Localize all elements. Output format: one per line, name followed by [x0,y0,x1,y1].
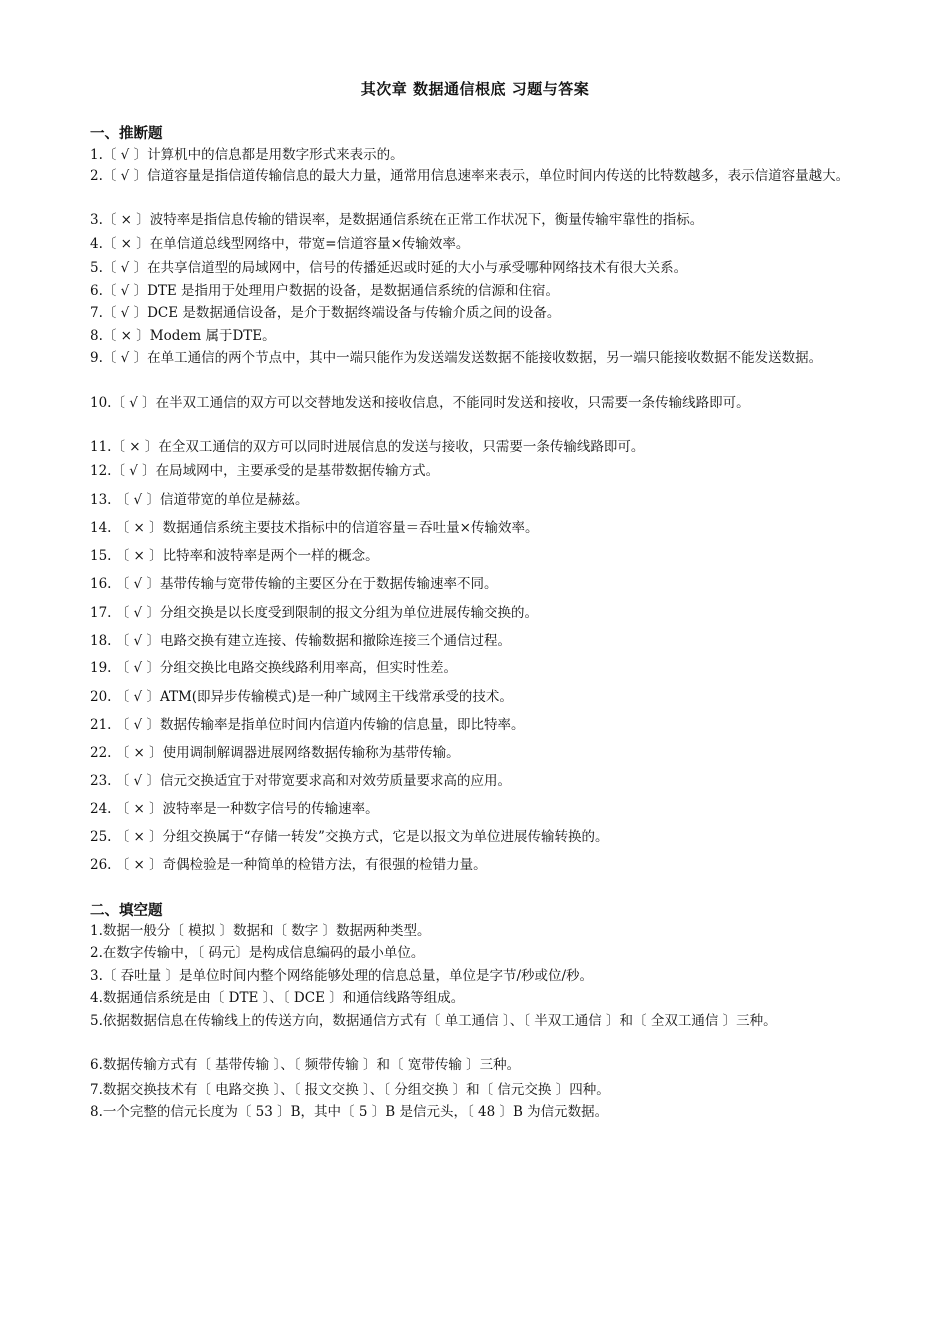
judgment-item-9: 9.〔 √ 〕在单工通信的两个节点中，其中一端只能作为发送端发送数据不能接收数据，另一端只能接收数据不能发送数据。 [90,350,823,366]
judgment-item-23: 23. 〔 √ 〕信元交换适宜于对带宽要求高和对效劳质量要求高的应用。 [90,773,511,789]
judgment-item-24: 24. 〔 × 〕波特率是一种数字信号的传输速率。 [90,801,379,817]
judgment-item-8: 8.〔 × 〕Modem 属于DTE。 [90,328,276,344]
fill-item-7: 7.数据交换技术有〔 电路交换 〕、〔 报文交换 〕、〔 分组交换 〕和〔 信元交换 〕四种。 [90,1082,610,1098]
judgment-item-26: 26. 〔 × 〕奇偶检验是一种简单的检错方法，有很强的检错力量。 [90,857,487,873]
section-heading-fill-in: 二、填空题 [90,903,163,919]
judgment-item-3: 3.〔 × 〕波特率是指信息传输的错误率，是数据通信系统在正常工作状况下，衡量传输牢靠性的指标。 [90,212,704,228]
judgment-item-12: 12.〔 √ 〕在局域网中，主要承受的是基带数据传输方式。 [90,463,440,479]
judgment-item-2: 2.〔 √ 〕信道容量是指信道传输信息的最大力量，通常用信息速率来表示，单位时间内传送的比特数越多，表示信道容量越大。 [90,168,850,184]
judgment-item-16: 16. 〔 √ 〕基带传输与宽带传输的主要区分在于数据传输速率不同。 [90,576,498,592]
fill-item-5: 5.依据数据信息在传输线上的传送方向，数据通信方式有〔 单工通信 〕、〔 半双工通信 〕和〔 全双工通信 〕三种。 [90,1013,777,1029]
judgment-item-22: 22. 〔 × 〕使用调制解调器进展网络数据传输称为基带传输。 [90,745,460,761]
judgment-item-4: 4.〔 × 〕在单信道总线型网络中，带宽=信道容量×传输效率。 [90,236,470,252]
judgment-item-7: 7.〔 √ 〕DCE 是数据通信设备，是介于数据终端设备与传输介质之间的设备。 [90,305,561,321]
fill-item-6: 6.数据传输方式有〔 基带传输 〕、〔 频带传输 〕和〔 宽带传输 〕三种。 [90,1057,521,1073]
fill-item-2: 2.在数字传输中，〔 码元〕是构成信息编码的最小单位。 [90,945,425,961]
judgment-item-5: 5.〔 √ 〕在共享信道型的局域网中，信号的传播延迟或时延的大小与承受哪种网络技术有很大关系。 [90,260,688,276]
judgment-item-17: 17. 〔 √ 〕分组交换是以长度受到限制的报文分组为单位进展传输交换的。 [90,605,538,621]
judgment-item-19: 19. 〔 √ 〕分组交换比电路交换线路利用率高，但实时性差。 [90,660,457,676]
judgment-item-10: 10.〔 √ 〕在半双工通信的双方可以交替地发送和接收信息，不能同时发送和接收，只需要一条传输线路即可。 [90,395,750,411]
page-title: 其次章 数据通信根底 习题与答案 [360,80,590,98]
judgment-item-6: 6.〔 √ 〕DTE 是指用于处理用户数据的设备，是数据通信系统的信源和住宿。 [90,283,560,299]
fill-item-3: 3.〔 吞吐量 〕是单位时间内整个网络能够处理的信息总量，单位是字节/秒或位/秒。 [90,968,594,984]
judgment-item-21: 21. 〔 √ 〕数据传输率是指单位时间内信道内传输的信息量，即比特率。 [90,717,525,733]
fill-item-4: 4.数据通信系统是由〔 DTE 〕、〔 DCE 〕和通信线路等组成。 [90,990,465,1006]
judgment-item-11: 11.〔 × 〕在全双工通信的双方可以同时进展信息的发送与接收，只需要一条传输线路即可。 [90,439,645,455]
fill-item-8: 8.一个完整的信元长度为〔 53 〕B，其中〔 5 〕B 是信元头，〔 48 〕B 为信元数据。 [90,1104,609,1120]
judgment-item-20: 20. 〔 √ 〕ATM(即异步传输模式)是一种广域网主干线常承受的技术。 [90,689,513,705]
judgment-item-18: 18. 〔 √ 〕电路交换有建立连接、传输数据和撤除连接三个通信过程。 [90,633,511,649]
judgment-item-25: 25. 〔 × 〕分组交换属于“存储一转发”交换方式，它是以报文为单位进展传输转换的。 [90,829,609,845]
judgment-item-15: 15. 〔 × 〕比特率和波特率是两个一样的概念。 [90,548,379,564]
judgment-item-14: 14. 〔 × 〕数据通信系统主要技术指标中的信道容量＝吞吐量×传输效率。 [90,520,539,536]
judgment-item-1: 1.〔 √ 〕计算机中的信息都是用数字形式来表示的。 [90,147,404,163]
section-heading-judgment: 一、推断题 [90,126,163,142]
fill-item-1: 1.数据一般分〔 模拟 〕数据和〔 数字 〕数据两种类型。 [90,923,431,939]
judgment-item-13: 13. 〔 √ 〕信道带宽的单位是赫兹。 [90,492,309,508]
